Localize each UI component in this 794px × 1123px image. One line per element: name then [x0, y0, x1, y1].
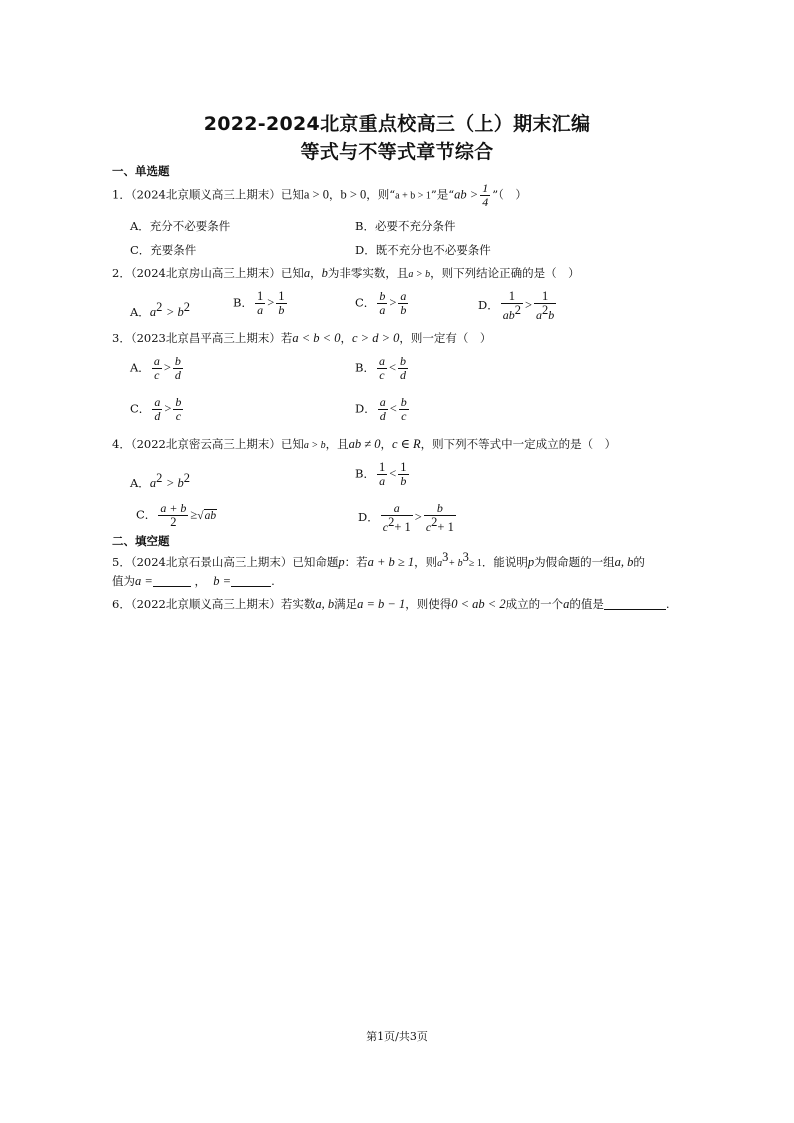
section-heading-single-choice: 一、单选题 [112, 164, 170, 178]
option-1C: C．充要条件 [130, 243, 197, 257]
text: ， [328, 187, 341, 202]
option-3D: D． $\frac{a}{d}$ < $\frac{b}{c}$ [355, 395, 407, 423]
math-var: b [321, 266, 328, 280]
option-1A: A．充分不必要条件 [130, 219, 231, 233]
option-2B: B． $\frac{1}{a}$ > $\frac{1}{b}$ [233, 289, 285, 317]
fraction: $\frac{1}{4}$ [482, 181, 489, 209]
question-3 [112, 328, 491, 348]
math-expr: a > b [408, 269, 431, 280]
question-4 [112, 434, 616, 456]
question-2 [112, 263, 580, 285]
math-expr: a > b [303, 440, 326, 451]
question-4-prefix: 4．（2022北京密云高三上期末）已知 [112, 437, 304, 451]
option-2D: D． $\frac{1}{ab^2}$ > $\frac{1}{a^2b}$ [478, 289, 555, 322]
question-5-line2: 值为a = ， b = . [112, 574, 275, 588]
question-1 [112, 182, 527, 209]
option-3A: A． $\frac{a}{c}$ > $\frac{b}{d}$ [130, 354, 181, 382]
option-2A: A．$a^2 > b^2$ [130, 300, 191, 319]
text: ， [310, 266, 322, 280]
answer-blank-6[interactable] [604, 597, 666, 610]
text: ，且 [325, 437, 349, 451]
math-var: a [303, 266, 311, 280]
option-2C: C． $\frac{b}{a}$ > $\frac{a}{b}$ [355, 289, 407, 317]
text: ”是“ [430, 187, 455, 202]
text: ，则一定有（ ） [399, 331, 492, 345]
option-4C: C． $\frac{a + b}{2}$ ≥√ab [136, 501, 217, 529]
option-4B: B． $\frac{1}{a}$ < $\frac{1}{b}$ [355, 460, 407, 488]
text: ，则“ [366, 187, 396, 202]
answer-blank-a[interactable] [153, 574, 191, 587]
question-1-prefix: 1．（2024北京顺义高三上期末）已知 [112, 187, 304, 202]
text: ， [380, 437, 392, 451]
page-subtitle: 等式与不等式章节综合 [300, 141, 494, 163]
math-expr: ab ≠ 0 [348, 437, 381, 451]
option-3B: B． $\frac{a}{c}$ < $\frac{b}{d}$ [355, 354, 407, 382]
text: ，则下列结论正确的是（ ） [430, 266, 580, 280]
text: 为非零实数，且 [327, 266, 409, 280]
option-1D: D．既不充分也不必要条件 [355, 243, 491, 257]
math-expr: a > 0 [303, 187, 329, 202]
page-footer: 第1页/共3页 [366, 1030, 428, 1043]
question-2-prefix: 2．（2024北京房山高三上期末）已知 [112, 266, 304, 280]
math-expr: ab > [454, 187, 479, 202]
option-3C: C． $\frac{a}{d}$ > $\frac{b}{c}$ [130, 395, 182, 423]
section-heading-fill-in: 二、填空题 [112, 534, 170, 548]
math-expr: a < b < 0 [292, 331, 341, 345]
math-expr: c ∈ R [391, 437, 421, 451]
text: ”（ ） [492, 187, 527, 202]
answer-blank-b[interactable] [231, 574, 271, 587]
sqrt-symbol: √ab [197, 509, 217, 522]
math-expr: b > 0 [340, 187, 367, 202]
option-4A: A．$a^2 > b^2$ [130, 471, 191, 490]
text: ， [340, 331, 352, 345]
text: ，则下列不等式中一定成立的是（ ） [420, 437, 617, 451]
question-6-prefix: 6．（2022北京顺义高三上期末）若实数 [112, 597, 316, 611]
question-5-prefix: 5．（2024北京石景山高三上期末）已知命题 [112, 555, 339, 569]
question-5: 5．（2024北京石景山高三上期末）已知命题p：若a + b ≥ 1，则$a^3+ b^3\ge 1$．能说明p为假命题的一组a, b的 [112, 550, 645, 569]
page-title: 2022-2024北京重点校高三（上）期末汇编 [203, 113, 591, 135]
option-4D: D． $\frac{a}{c^2+ 1}$ > $\frac{b}{c^2+ 1}$ [358, 501, 454, 534]
math-expr: c > d > 0 [351, 331, 400, 345]
question-3-prefix: 3．（2023北京昌平高三上期末）若 [112, 331, 293, 345]
option-1B: B．必要不充分条件 [355, 219, 456, 233]
question-6: 6．（2022北京顺义高三上期末）若实数a, b满足a = b − 1，则使得0 < ab < 2成立的一个a的值是 . [112, 597, 670, 611]
math-expr: a + b > 1 [395, 190, 431, 202]
